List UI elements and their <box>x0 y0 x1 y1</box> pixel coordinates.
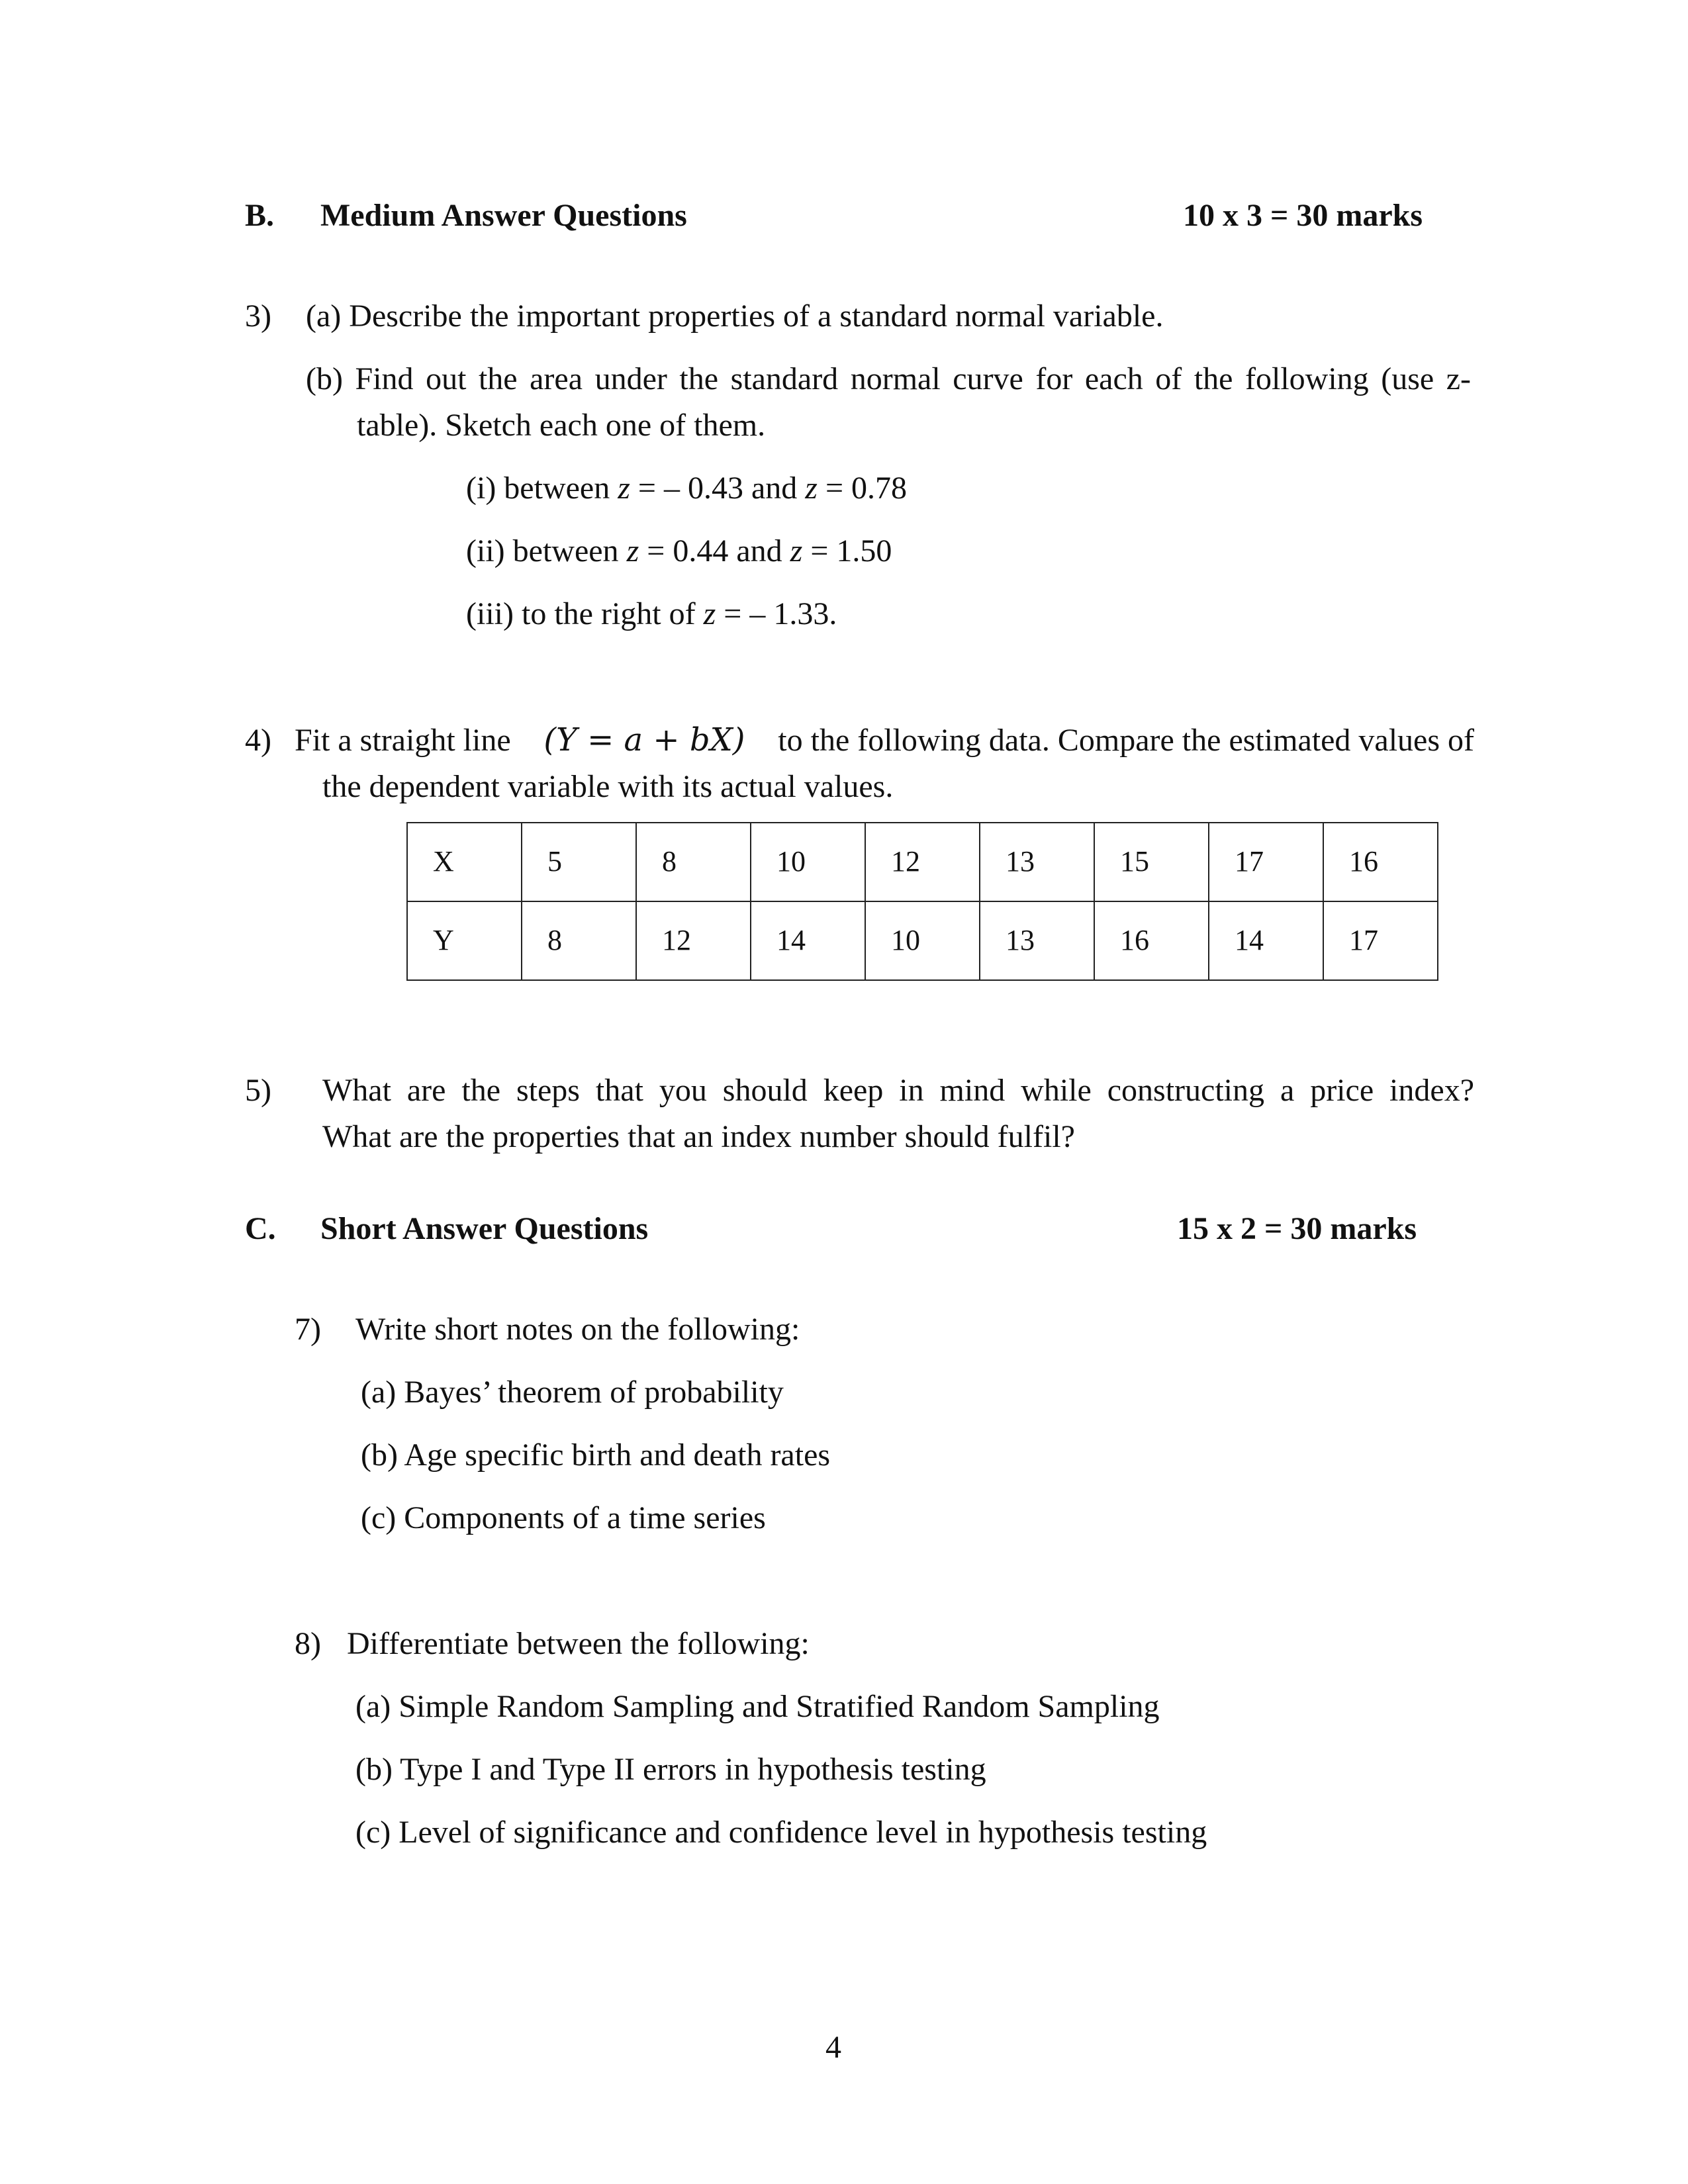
page-number: 4 <box>825 2030 841 2065</box>
table-cell: 8 <box>522 901 636 980</box>
table-cell: 14 <box>1209 901 1323 980</box>
section-b-label: B. <box>245 198 275 233</box>
table-row <box>407 823 1438 901</box>
table-cell: 10 <box>751 823 865 901</box>
q8-stem: Differentiate between the following: <box>347 1626 810 1661</box>
q7-number: 7) <box>295 1312 321 1347</box>
q3-number: 3) <box>245 298 271 334</box>
q3-item-ii: (ii) between z = 0.44 and z = 1.50 <box>466 533 892 569</box>
q7-item-b: (b) Age specific birth and death rates <box>361 1437 831 1473</box>
table-cell: 12 <box>636 901 751 980</box>
q8-item-b: (b) Type I and Type II errors in hypothesis testing <box>355 1752 986 1787</box>
table-row <box>407 901 1438 980</box>
q5-number: 5) <box>245 1073 271 1108</box>
q4-line2: the dependent variable with its actual values. <box>322 769 894 804</box>
q3-item-iii: (iii) to the right of z = – 1.33. <box>466 596 837 631</box>
q8-item-c: (c) Level of significance and confidence level in hypothesis testing <box>355 1815 1207 1850</box>
table-cell: 15 <box>1094 823 1209 901</box>
q5-line1: What are the steps that you should keep in mind while constructing a price index? <box>322 1073 1474 1108</box>
table-cell: 17 <box>1323 901 1438 980</box>
table-cell: 16 <box>1323 823 1438 901</box>
q8-number: 8) <box>295 1626 321 1661</box>
table-cell: 12 <box>865 823 980 901</box>
table-cell: 16 <box>1094 901 1209 980</box>
q5-line2: What are the properties that an index number should fulfil? <box>322 1119 1075 1154</box>
section-b-title: Medium Answer Questions <box>320 198 687 233</box>
section-c-marks: 15 x 2 = 30 marks <box>1177 1211 1417 1246</box>
data-table <box>406 822 1438 981</box>
section-b-marks: 10 x 3 = 30 marks <box>1183 198 1423 233</box>
q3-part-a: (a) Describe the important properties of a standard normal variable. <box>306 298 1164 334</box>
table-cell: Y <box>407 901 522 980</box>
table-cell: X <box>407 823 522 901</box>
section-c-label: C. <box>245 1211 276 1246</box>
q4-number: 4) <box>245 723 271 758</box>
q3-part-b-line1: (b) Find out the area under the standard normal curve for each of the following (use z- <box>306 361 1471 396</box>
table-cell: 13 <box>980 823 1094 901</box>
q4-equation: (Y = a + bX) <box>543 721 745 758</box>
table-cell: 13 <box>980 901 1094 980</box>
q4-line1: Fit a straight line (Y = a + bX) to the following data. Compare the estimated values of <box>295 721 1474 758</box>
table-cell: 8 <box>636 823 751 901</box>
q7-item-c: (c) Components of a time series <box>361 1500 766 1535</box>
table-cell: 14 <box>751 901 865 980</box>
q7-stem: Write short notes on the following: <box>355 1312 800 1347</box>
section-c-title: Short Answer Questions <box>320 1211 649 1246</box>
q8-item-a: (a) Simple Random Sampling and Stratified Random Sampling <box>355 1689 1160 1724</box>
q3-item-i: (i) between z = – 0.43 and z = 0.78 <box>466 471 908 506</box>
table-cell: 5 <box>522 823 636 901</box>
q3-part-b-line2: table). Sketch each one of them. <box>357 408 766 443</box>
q7-item-a: (a) Bayes’ theorem of probability <box>361 1375 784 1410</box>
table-cell: 10 <box>865 901 980 980</box>
table-cell: 17 <box>1209 823 1323 901</box>
